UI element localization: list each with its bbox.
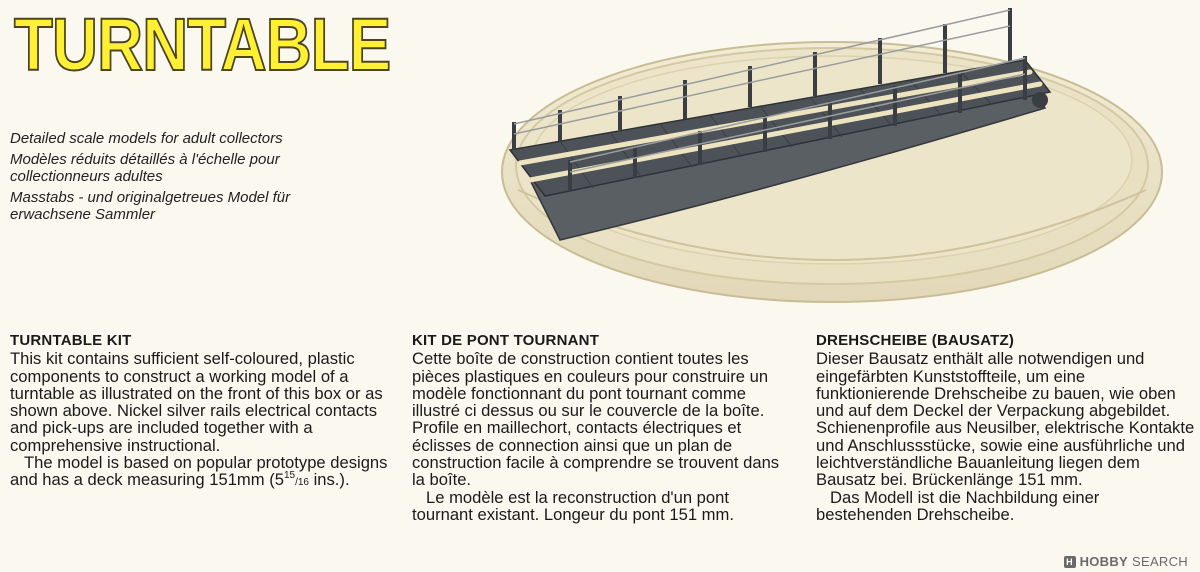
tagline-english: Detailed scale models for adult collectors <box>10 130 283 147</box>
page-title: TURNTABLE <box>14 3 391 86</box>
tagline-german: Masstabs - und originalgetreues Model für erwachsene Sammler <box>10 189 291 223</box>
english-fraction-denominator: /16 <box>295 477 309 489</box>
german-heading: DREHSCHEIBE (BAUSATZ) <box>816 332 1015 349</box>
german-column <box>816 332 1196 523</box>
french-paragraph-1: Cette boîte de construction contient toutes les pièces plastiques en couleurs pour construire un modèle fonctionnant du pont tournant comme illustré ci dessus ou sur le couvercle de la boîte. Profile en maillechort, contacts électriques et éclisses de connection ainsi que un plan de construction facile à comprendre se trouvent dans la boîte. <box>412 349 780 490</box>
watermark-brand: HOBBY <box>1079 554 1129 569</box>
tagline-french: Modèles réduits détaillés à l'échelle pour collectionneurs adultes <box>10 151 280 185</box>
english-fraction-numerator: 15 <box>283 470 296 482</box>
english-heading: TURNTABLE KIT <box>10 332 132 349</box>
watermark-logo-icon: H <box>1064 556 1076 568</box>
tagline-block <box>10 130 340 227</box>
watermark <box>1064 554 1188 569</box>
french-paragraph-2: Le modèle est la reconstruction d'un pont tournant existant. Longeur du pont 151 mm. <box>412 487 734 524</box>
french-column <box>412 332 792 523</box>
english-paragraph-2-end: ins.). <box>308 470 350 490</box>
german-paragraph-1: Dieser Bausatz enthält alle notwendigen und eingefärbten Kunststoffteile, um eine funktionierende Drehscheibe zu bauen, wie oben und auf dem Deckel der Verpackung abgebildet. Schienenprofile aus Neusilber, elektrische Kontakte und Anschlussstücke, sowie eine ausführliche und leichtverständliche Bauanleitung liegen dem Bausatz bei. Brückenlänge 151 mm. <box>816 349 1195 490</box>
french-heading: KIT DE PONT TOURNANT <box>412 332 600 349</box>
watermark-word: SEARCH <box>1132 554 1188 569</box>
turntable-illustration <box>470 0 1200 320</box>
english-paragraph-1: This kit contains sufficient self-coloured, plastic components to construct a working model of a turntable as illustrated on the front of this box or as shown above. Nickel silver rails electrical contacts and pick-ups are included together with a comprehensive instructional. <box>10 349 383 455</box>
german-paragraph-2: Das Modell ist die Nachbildung einer bestehenden Drehscheibe. <box>816 487 1100 524</box>
english-column <box>10 332 390 492</box>
english-paragraph-2-main: The model is based on popular prototype designs and has a deck measuring 151mm (5 <box>10 453 388 490</box>
english-paragraph-2 <box>10 454 390 492</box>
